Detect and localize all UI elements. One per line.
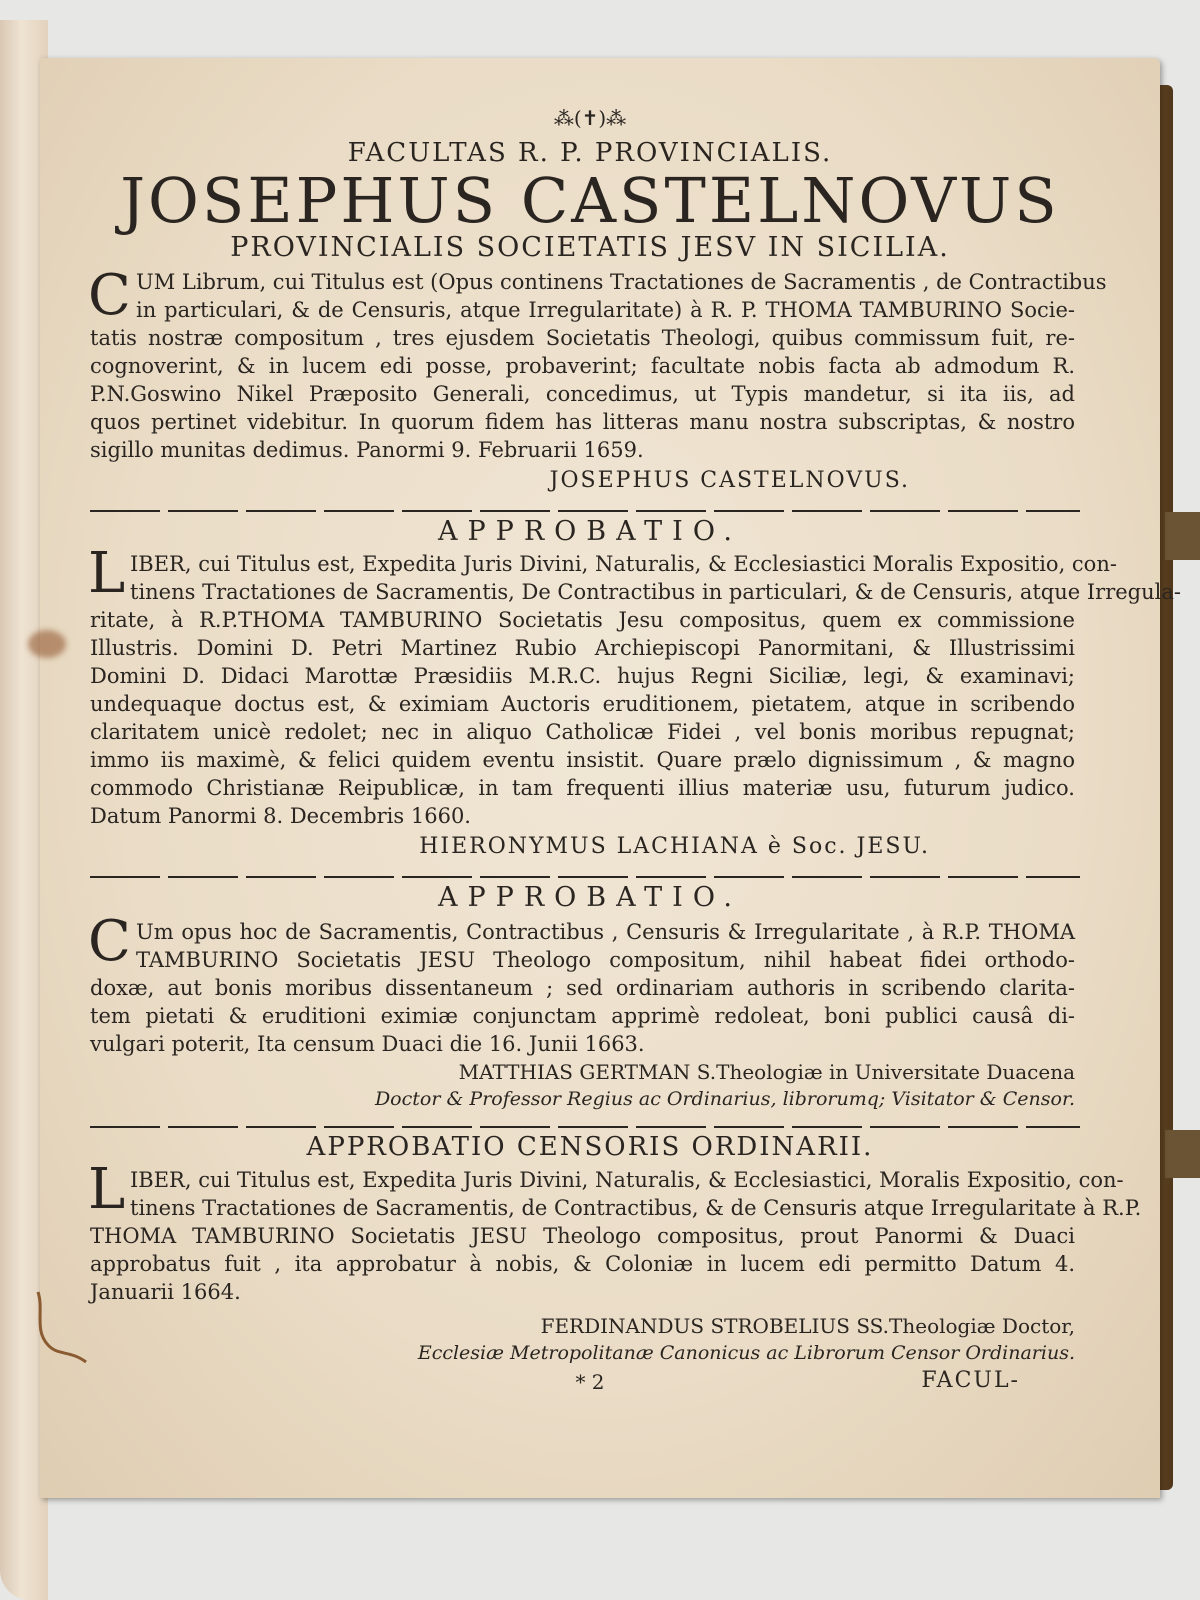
signature-mark: * 2 (575, 1370, 605, 1394)
dropcap-c: C (88, 263, 131, 328)
faculty-heading: FACULTAS R. P. PROVINCIALIS. (347, 138, 833, 168)
faculty-line: cognoverint, & in lucem edi posse, probaverint; facultate nobis facta ab admodum R. (90, 354, 1075, 378)
faculty-line: P.N.Goswino Nikel Præposito Generali, concedimus, ut Typis mandetur, si ita iis, ad (90, 382, 1075, 406)
faculty-signature: JOSEPHUS CASTELNOVUS. (549, 468, 910, 493)
main-name: JOSEPHUS CASTELNOVUS (120, 164, 1060, 237)
approbatio-3-signature: FERDINANDUS STROBELIUS SS.Theologiæ Doctor, (540, 1314, 1075, 1338)
approbatio-1-line: tinens Tractationes de Sacramentis, De Contractibus in particulari, & de Censuris, atque Irregula- (130, 580, 1181, 604)
approbatio-2-line: tem pietati & eruditioni eximiæ conjunctam apprimè redoleat, boni publici causâ di- (90, 1004, 1075, 1028)
approbatio-3-line: tinens Tractationes de Sacramentis, de Contractibus, & de Censuris atque Irregularitate à R.P. (130, 1196, 1142, 1220)
approbatio-1-line: commodo Christianæ Reipublicæ, in tam frequenti illius materiæ usu, futurum judico. (90, 776, 1075, 800)
dropcap-l: L (88, 1157, 126, 1222)
approbatio-1-line: Domini D. Didaci Marottæ Præsidiis M.R.C. hujus Regni Siciliæ, legi, & examinavi; (90, 664, 1075, 688)
approbatio-1-line: ritate, à R.P.THOMA TAMBURINO Societatis Jesu compositus, quem ex commissione (90, 608, 1075, 632)
approbatio-1-line: claritatem unicè redolet; nec in aliquo Catholicæ Fidei , vel bonis moribus repugnat; (90, 720, 1075, 744)
approbatio-1-heading: APPROBATIO. (438, 516, 742, 547)
section-rule (90, 872, 1080, 882)
approbatio-3-line: THOMA TAMBURINO Societatis JESU Theologo compositus, prout Panormi & Duaci (90, 1224, 1075, 1248)
approbatio-2-line: TAMBURINO Societatis JESU Theologo compositum, nihil habeat fidei orthodo- (136, 948, 1075, 972)
faculty-line: sigillo munitas dedimus. Panormi 9. Februarii 1659. (90, 438, 644, 462)
approbatio-3-line: IBER, cui Titulus est, Expedita Juris Divini, Naturalis, & Ecclesiastici, Moralis Expositio, con- (130, 1168, 1124, 1192)
approbatio-1-line: Datum Panormi 8. Decembris 1660. (90, 804, 471, 828)
approbatio-3-line: approbatus fuit , ita approbatur à nobis, & Coloniæ in lucem edi permitto Datum 4. (90, 1252, 1075, 1276)
approbatio-3-signature-title: Ecclesiæ Metropolitanæ Canonicus ac Librorum Censor Ordinarius. (417, 1342, 1075, 1364)
approbatio-2-signature: MATTHIAS GERTMAN S.Theologiæ in Universitate Duacena (458, 1060, 1075, 1084)
dropcap-l: L (88, 541, 126, 606)
province-line: PROVINCIALIS SOCIETATIS JESV IN SICILIA. (230, 232, 950, 263)
approbatio-3-heading: APPROBATIO CENSORIS ORDINARII. (306, 1132, 874, 1162)
leather-tie-lower (1165, 1130, 1200, 1178)
approbatio-1-signature: HIERONYMUS LACHIANA è Soc. JESU. (419, 834, 930, 859)
faculty-line: tatis nostræ compositum , tres ejusdem Societatis Theologi, quibus commissum fuit, re- (90, 326, 1075, 350)
printed-text (40, 58, 1181, 1498)
catchword: FACUL- (921, 1368, 1020, 1393)
dropcap-c: C (88, 909, 131, 974)
approbatio-1-line: Illustris. Domini D. Petri Martinez Rubio Archiepiscopi Panormitani, & Illustrissimi (90, 636, 1075, 660)
approbatio-1-line: IBER, cui Titulus est, Expedita Juris Divini, Naturalis, & Ecclesiastici Moralis Expositio, con- (130, 552, 1117, 576)
faculty-line: UM Librum, cui Titulus est (Opus continens Tractationes de Sacramentis , de Contractibus (136, 270, 1107, 294)
approbatio-2-line: doxæ, aut bonis moribus dissentaneum ; sed ordinariam authoris in scribendo clarita- (90, 976, 1075, 1000)
approbatio-1-line: undequaque doctus est, & eximiam Auctoris eruditionem, pietatem, atque in scribendo (90, 692, 1075, 716)
approbatio-3-line: Januarii 1664. (90, 1280, 241, 1304)
faculty-line: in particulari, & de Censuris, atque Irregularitate) à R. P. THOMA TAMBURINO Socie- (136, 298, 1075, 322)
section-rule (90, 1122, 1080, 1132)
approbatio-2-signature-title: Doctor & Professor Regius ac Ordinarius, librorumq; Visitator & Censor. (374, 1088, 1075, 1110)
approbatio-1-line: immo iis maximè, & felici quidem eventu insistit. Quare prælo dignissimum , & magno (90, 748, 1075, 772)
faculty-line: quos pertinet videbitur. In quorum fidem has litteras manu nostra subscriptas, & nostro (90, 410, 1075, 434)
section-rule (90, 506, 1080, 516)
head-ornament: ⁂(✝)⁂ (553, 106, 627, 130)
approbatio-2-line: vulgari poterit, Ita censum Duaci die 16. Junii 1663. (90, 1032, 645, 1056)
approbatio-2-line: Um opus hoc de Sacramentis, Contractibus , Censuris & Irregularitate , à R.P. THOMA (136, 920, 1075, 944)
leather-tie-upper (1165, 512, 1200, 560)
approbatio-2-heading: APPROBATIO. (438, 882, 742, 913)
